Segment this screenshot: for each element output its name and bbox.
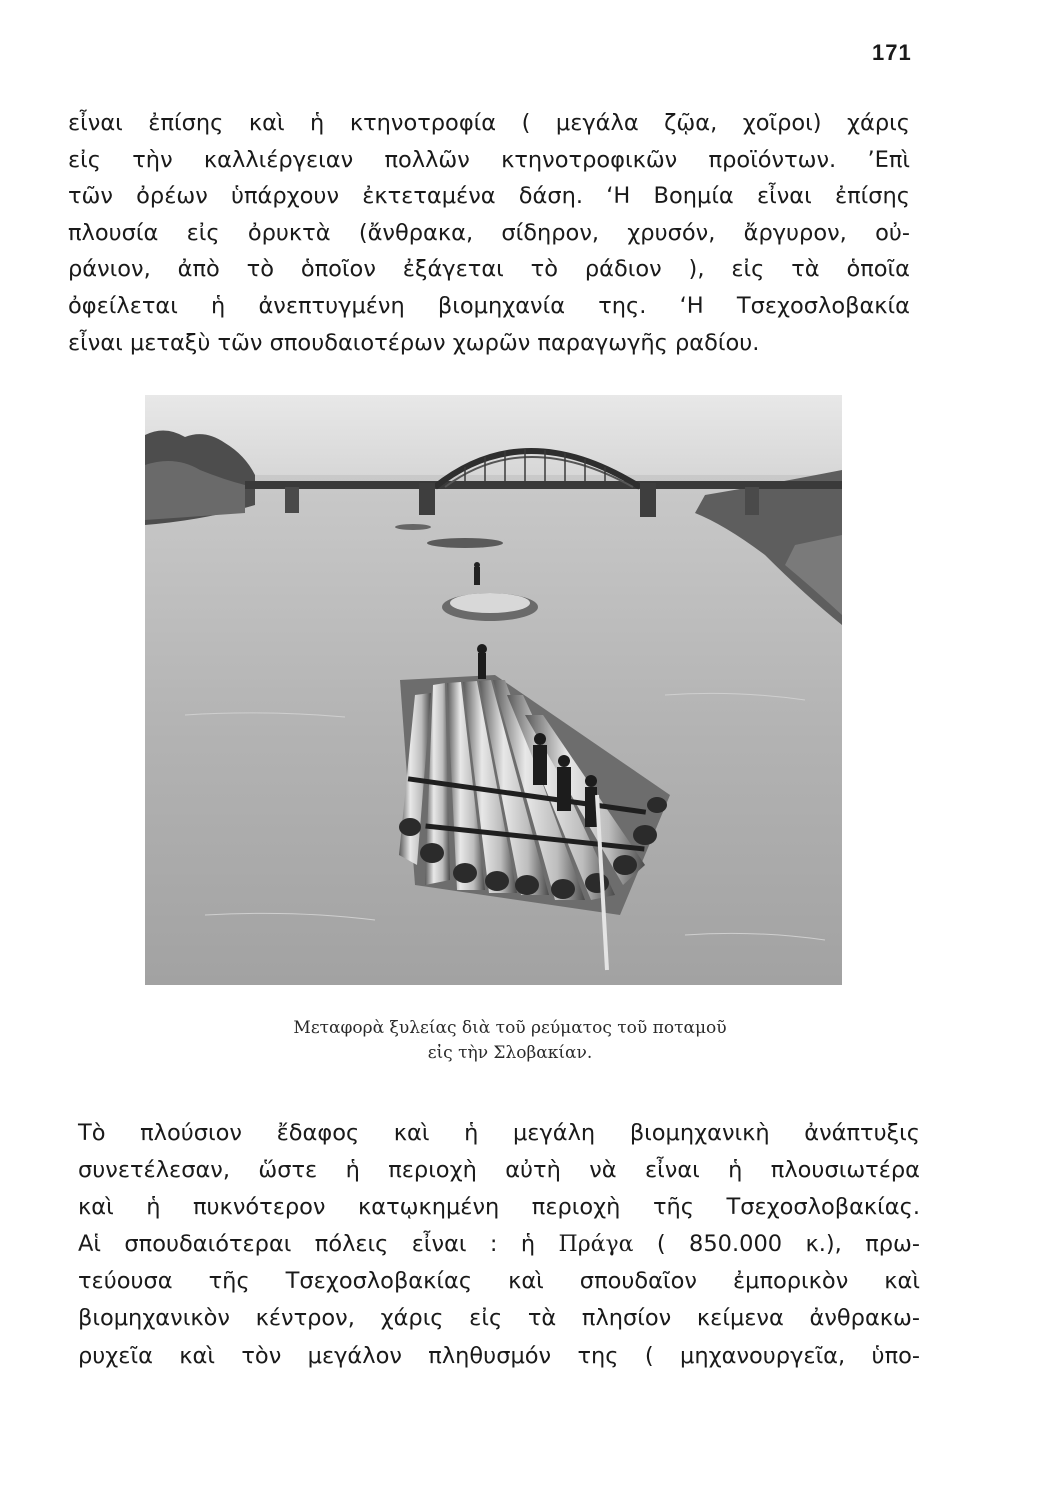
bridge-pier <box>419 483 435 515</box>
bottom-paragraph <box>78 1115 920 1375</box>
text-line: συνετέλεσαν, ὥστε ἡ περιοχὴ αὐτὴ νὰ εἶναι ἡ πλουσιωτέρα <box>78 1157 920 1184</box>
text-line: πλουσία εἰς ὀρυκτὰ (ἄνθρακα, σίδηρον, χρυσόν, ἄργυρον, οὐ- <box>68 219 910 246</box>
text-line: τεύουσα τῆς Τσεχοσλοβακίας καὶ σπουδαῖον ἐμπορικὸν καὶ <box>78 1268 920 1295</box>
text-line: εἰς τὴν καλλιέργειαν πολλῶν κτηνοτροφικῶν προϊόντων. ’Επὶ <box>68 146 910 173</box>
page-number: 171 <box>872 40 912 65</box>
bridge-pier <box>745 487 759 515</box>
top-paragraph <box>68 105 910 361</box>
distant-raft <box>427 538 503 548</box>
text-line: ρυχεῖα καὶ τὸν μεγάλον πληθυσμόν της ( μηχανουργεῖα, ὑπο- <box>78 1342 920 1369</box>
raftsman <box>474 567 480 585</box>
text-segment: Αἱ σπουδαιότεραι πόλεις εἶναι : ἡ <box>78 1231 559 1258</box>
text-line: τῶν ὀρέων ὑπάρχουν ἐκτεταμένα δάση. ‘Η Βοημία εἶναι ἐπίσης <box>68 183 910 210</box>
text-line: εἶναι ἐπίσης καὶ ἡ κτηνοτροφία ( μεγάλα ζῷα, χοῖροι) χάρις <box>68 110 910 136</box>
text-line <box>78 1226 920 1263</box>
text-line: καὶ ἡ πυκνότερον κατῳκημένη περιοχὴ τῆς Τσεχοσλοβακίας. <box>78 1194 920 1221</box>
caption-line: Μεταφορὰ ξυλείας διὰ τοῦ ρεύματος τοῦ ποταμοῦ <box>293 1018 727 1038</box>
text-line: εἶναι μεταξὺ τῶν σπουδαιοτέρων χωρῶν παραγωγῆς ραδίου. <box>68 329 760 356</box>
text-line: βιομηχανικὸν κέντρον, χάρις εἰς τὰ πλησίον κείμενα ἀνθρακω- <box>78 1305 920 1332</box>
figure-caption <box>200 1016 820 1066</box>
text-line: ράνιον, ἀπὸ τὸ ὁποῖον ἐξάγεται τὸ ράδιον ), εἰς τὰ ὁποῖα <box>68 256 910 283</box>
bridge-pier <box>640 483 656 517</box>
bridge-pier <box>285 487 299 513</box>
caption-line: εἰς τὴν Σλοβακίαν. <box>427 1043 593 1063</box>
text-segment: ( 850.000 κ.), πρω- <box>633 1231 920 1258</box>
city-name-prague: Πράγα <box>558 1232 634 1258</box>
text-line: ὀφείλεται ἡ ἀνεπτυγμένη βιομηχανία της. ‘Η Τσεχοσλοβακία <box>68 292 910 319</box>
photo-illustration <box>145 395 842 985</box>
distant-raft <box>395 524 431 530</box>
text-line: Τὸ πλούσιον ἔδαφος καὶ ἡ μεγάλη βιομηχανικὴ ἀνάπτυξις <box>78 1120 920 1146</box>
river-log-rafts-photo <box>145 395 842 985</box>
